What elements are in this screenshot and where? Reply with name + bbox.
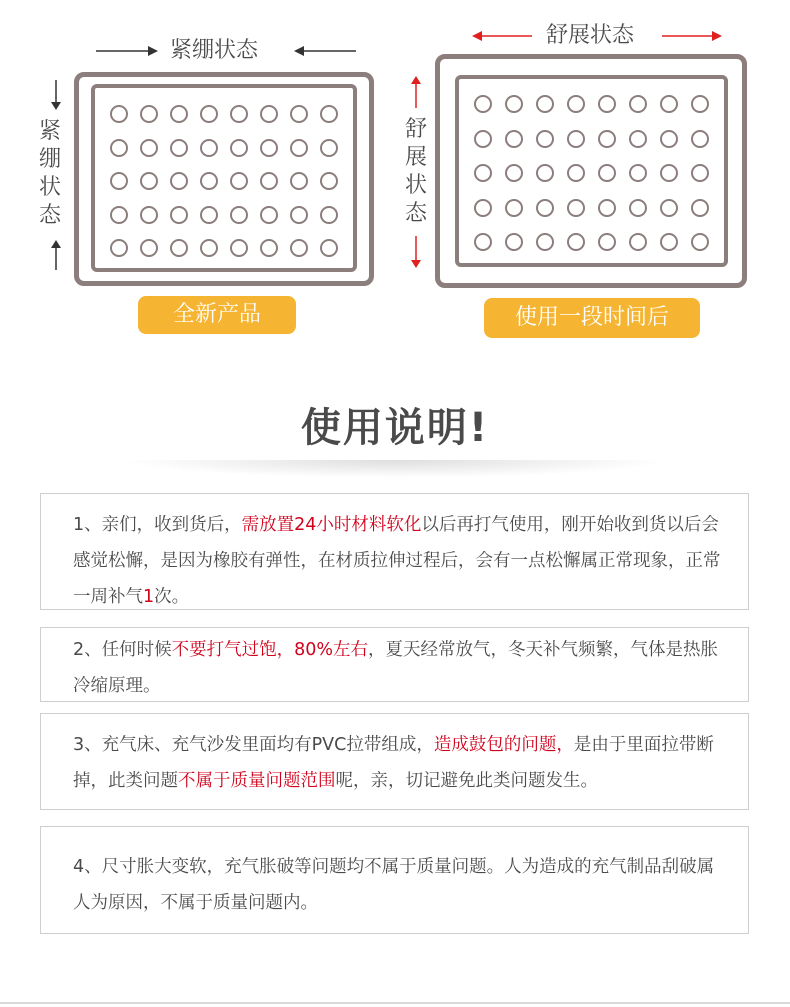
air-chamber-dot — [691, 164, 709, 182]
bottom-divider — [0, 1002, 790, 1004]
air-chamber-dot — [200, 172, 218, 190]
arrow-left-icon — [294, 44, 356, 58]
heading-shadow — [120, 460, 670, 478]
air-chamber-dot — [536, 130, 554, 148]
air-chamber-dot — [474, 233, 492, 251]
note-text: 呢，亲，切记避免此类问题发生。 — [335, 771, 598, 791]
air-chamber-dot — [505, 233, 523, 251]
arrow-up-icon — [50, 240, 62, 270]
air-chamber-dot — [691, 199, 709, 217]
air-chamber-dot — [660, 164, 678, 182]
arrow-right-red-icon — [662, 29, 722, 43]
air-chamber-dot — [170, 206, 188, 224]
air-chamber-dot — [567, 164, 585, 182]
arrow-left-red-icon — [472, 29, 532, 43]
air-chamber-dot — [200, 239, 218, 257]
air-chamber-dot — [110, 206, 128, 224]
highlight-text: 1 — [143, 587, 155, 607]
mattress-inner-frame — [91, 84, 357, 272]
air-chamber-dot — [567, 95, 585, 113]
air-chamber-dot — [505, 164, 523, 182]
air-chamber-dot — [660, 233, 678, 251]
air-chamber-dot — [320, 172, 338, 190]
note-text: 1、亲们，收到货后， — [73, 515, 242, 535]
air-chamber-dot — [691, 95, 709, 113]
air-chamber-dot — [474, 130, 492, 148]
top-label-relaxed: 舒展状态 — [546, 23, 635, 48]
side-label-relaxed: 舒展状态 — [404, 117, 427, 226]
note-text: 次。 — [154, 587, 190, 607]
air-chamber-dot — [140, 172, 158, 190]
arrow-down-icon — [50, 80, 62, 110]
air-chamber-dot — [505, 199, 523, 217]
air-chamber-dot — [598, 164, 616, 182]
highlight-text: 造成鼓包的问题， — [433, 735, 574, 755]
air-chamber-dot — [170, 172, 188, 190]
air-chamber-dot — [170, 139, 188, 157]
badge-new-product: 全新产品 — [138, 296, 296, 334]
air-chamber-dot — [140, 239, 158, 257]
air-chamber-dot — [260, 139, 278, 157]
air-chamber-dot — [660, 95, 678, 113]
air-chamber-dot — [110, 105, 128, 123]
air-chamber-dot — [536, 164, 554, 182]
air-chamber-dot — [474, 164, 492, 182]
air-chamber-dot — [536, 95, 554, 113]
badge-after-use: 使用一段时间后 — [484, 298, 700, 338]
air-chamber-dot — [290, 139, 308, 157]
air-chamber-dot — [567, 233, 585, 251]
air-chamber-dot — [170, 105, 188, 123]
arrow-down-red-icon — [410, 236, 422, 268]
air-chamber-dot — [260, 239, 278, 257]
air-chamber-dot — [200, 139, 218, 157]
highlight-text: 不要打气过饱，80%左右 — [171, 640, 369, 660]
air-chamber-dot — [536, 199, 554, 217]
note-text: 3、充气床、充气沙发里面均有PVC拉带组成， — [73, 735, 434, 755]
note-2 — [40, 627, 749, 702]
section-heading: 使用说明! — [300, 405, 490, 451]
air-chamber-dot — [629, 233, 647, 251]
air-chamber-dot — [320, 206, 338, 224]
air-chamber-dot — [290, 105, 308, 123]
air-chamber-dot — [200, 206, 218, 224]
air-chamber-dot — [505, 95, 523, 113]
air-chamber-dot — [170, 239, 188, 257]
air-chamber-dot — [598, 130, 616, 148]
note-1 — [40, 493, 749, 610]
air-chamber-dot — [598, 95, 616, 113]
air-chamber-dot — [110, 172, 128, 190]
air-chamber-dot — [629, 199, 647, 217]
side-label-tight: 紧绷状态 — [38, 119, 61, 228]
air-chamber-dot — [660, 130, 678, 148]
air-chamber-dot — [230, 139, 248, 157]
air-chamber-dot — [140, 105, 158, 123]
air-chamber-dot — [230, 239, 248, 257]
air-chamber-dot — [320, 239, 338, 257]
air-chamber-dot — [320, 139, 338, 157]
air-chamber-dot — [260, 206, 278, 224]
air-chamber-dot — [290, 206, 308, 224]
note-text: 是由于里面拉带断掉，此类问题 — [73, 735, 714, 791]
air-chamber-dot — [260, 105, 278, 123]
arrow-right-icon — [96, 44, 158, 58]
air-chamber-dot — [140, 139, 158, 157]
air-chamber-dot — [660, 199, 678, 217]
air-chamber-dot — [230, 172, 248, 190]
air-chamber-dot — [474, 199, 492, 217]
air-chamber-dot — [505, 130, 523, 148]
top-label-tight: 紧绷状态 — [170, 38, 259, 63]
note-text: 2、任何时候 — [73, 640, 172, 660]
air-chamber-dot — [629, 164, 647, 182]
air-chamber-dot — [691, 233, 709, 251]
air-chamber-dot — [260, 172, 278, 190]
air-chamber-dot — [598, 233, 616, 251]
note-text: ，夏天经常放气，冬天补气频繁，气体是热胀冷缩原理。 — [73, 640, 719, 696]
air-chamber-dot — [110, 139, 128, 157]
air-chamber-dot — [230, 105, 248, 123]
highlight-text: 需放置24小时材料软化 — [241, 515, 422, 535]
air-chamber-dot — [474, 95, 492, 113]
arrow-up-red-icon — [410, 76, 422, 108]
air-chamber-dot — [598, 199, 616, 217]
air-chamber-dot — [629, 130, 647, 148]
air-chamber-dot — [200, 105, 218, 123]
air-chamber-dot — [567, 199, 585, 217]
air-chamber-dot — [320, 105, 338, 123]
air-chamber-dot — [290, 172, 308, 190]
note-4 — [40, 826, 749, 934]
air-chamber-dot — [110, 239, 128, 257]
air-chamber-dot — [536, 233, 554, 251]
air-chamber-dot — [290, 239, 308, 257]
note-3 — [40, 713, 749, 810]
note-text: 以后再打气使用，刚开始收到货以后会感觉松懈，是因为橡胶有弹性，在材质拉伸过程后，会有一点松懈属正常现象，正常一周补气 — [73, 515, 721, 607]
air-chamber-dot — [629, 95, 647, 113]
highlight-text: 不属于质量问题范围 — [178, 771, 336, 791]
mattress-inner-frame — [455, 75, 728, 267]
air-chamber-dot — [691, 130, 709, 148]
air-chamber-dot — [230, 206, 248, 224]
air-chamber-dot — [140, 206, 158, 224]
air-chamber-dot — [567, 130, 585, 148]
note-text: 4、尺寸胀大变软，充气胀破等问题均不属于质量问题。人为造成的充气制品刮破属人为原因，不属于质量问题内。 — [73, 857, 715, 913]
